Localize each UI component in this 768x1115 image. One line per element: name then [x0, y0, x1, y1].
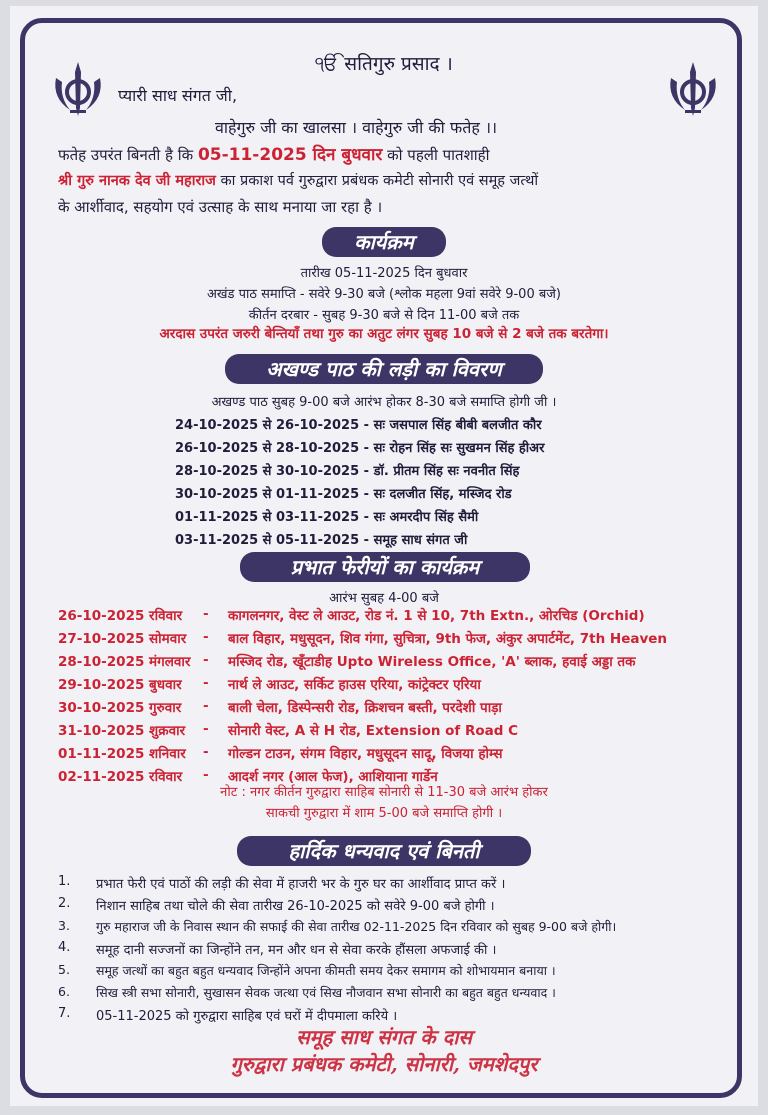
akhand-path-line: अखंड पाठ समाप्ति - सवेरे 9-30 बजे (श्लोक महला 9वां सवेरे 9-00 बजे)	[206, 287, 561, 302]
akhand-heading: अखण्ड पाठ की लड़ी का विवरण	[225, 354, 543, 384]
list-number: 3.	[58, 918, 70, 933]
list-text: प्रभात फेरी एवं पाठों की लड़ी की सेवा में हाजरी भर के गुरु घर का आर्शीवाद प्राप्त करें ।	[96, 877, 506, 892]
prabhat-heading: प्रभात फेरीयों का कार्यक्रम	[240, 552, 530, 582]
schedule-place: बाल विहार, मधुसूदन, शिव गंगा, सुचित्रा, 9th फेज, अंकुर अपार्टमेंट, 7th Heaven	[228, 631, 668, 647]
header-title	[30, 50, 738, 76]
schedule-place: सोनारी वेस्ट, A से H रोड, Extension of Road C	[228, 723, 519, 739]
greeting: प्यारी साध संगत जी,	[118, 86, 238, 105]
schedule-place: नार्थ ले आउट, सर्किट हाउस एरिया, कांट्रेक्टर एरिया	[228, 677, 481, 693]
schedule-date: 02-11-2025 रविवार	[58, 769, 183, 785]
list-number: 4.	[58, 940, 71, 955]
akhand-row: 30-10-2025 से 01-11-2025 - सः दलजीत सिंह, मस्जिद रोड	[175, 487, 512, 502]
list-text: सिख स्त्री सभा सोनारी, सुखासन सेवक जत्था एवं सिख नौजवान सभा सोनारी का बहुत बहुत धन्यवाद ।	[96, 985, 556, 1000]
list-number: 2.	[58, 896, 71, 911]
schedule-date: 27-10-2025 सोमवार	[58, 631, 187, 647]
schedule-date: 30-10-2025 गुरुवार	[58, 700, 182, 716]
intro-text-c: का प्रकाश पर्व गुरुद्वारा प्रबंधक कमेटी सोनारी एवं समूह जत्थों	[215, 173, 539, 189]
schedule-date: 31-10-2025 शुक्रवार	[58, 723, 186, 739]
schedule-date: 29-10-2025 बुधवार	[58, 677, 182, 693]
schedule-dash: -	[203, 744, 209, 760]
list-text: गुरु महाराज जी के निवास स्थान की सफाई की सेवा तारीख 02-11-2025 दिन रविवार को सुबह 9-00 बजे होगी।	[96, 919, 617, 934]
list-number: 7.	[58, 1006, 71, 1021]
prabhat-start: आरंभ सुबह 4-00 बजे	[329, 591, 439, 606]
schedule-dash: -	[203, 698, 209, 714]
intro-line-3: के आर्शीवाद, सहयोग एवं उत्साह के साथ मनाया जा रहा है ।	[58, 198, 383, 216]
akhand-row: 01-11-2025 से 03-11-2025 - सः अमरदीप सिंह सैमी	[175, 510, 479, 525]
thanks-heading: हार्दिक धन्यवाद एवं बिनती	[237, 836, 531, 866]
guru-name: श्री गुरु नानक देव जी महाराज	[58, 173, 216, 189]
schedule-dash: -	[203, 675, 209, 691]
schedule-place: बाली चेला, डिस्पेन्सरी रोड, क्रिशचन बस्ती, परदेशी पाड़ा	[228, 700, 502, 716]
karyakram-date: तारीख 05-11-2025 दिन बुधवार	[300, 266, 468, 281]
schedule-date: 01-11-2025 शनिवार	[58, 746, 186, 762]
note-line-2: साकची गुरुद्वारा में शाम 5-00 बजे समाप्ति होगी ।	[265, 806, 503, 821]
akhand-intro: अखण्ड पाठ सुबह 9-00 बजे आरंभ होकर 8-30 बजे समाप्ति होगी जी ।	[211, 395, 557, 410]
schedule-place: गोल्डन टाउन, संगम विहार, मधुसूदन सादू, विजया होम्स	[228, 746, 503, 762]
intro-text-b: को पहली पातशाही	[382, 146, 490, 164]
intro-line-2	[58, 170, 538, 190]
schedule-place: मस्जिद रोड, खूँटाडीह Upto Wireless Office, 'A' ब्लाक, हवाई अड्डा तक	[228, 654, 636, 670]
list-text: 05-11-2025 को गुरुद्वारा साहिब एवं घरों में दीपमाला करिये ।	[96, 1009, 398, 1024]
karyakram-heading: कार्यक्रम	[322, 227, 446, 257]
list-text: समूह जत्थों का बहुत बहुत धन्यवाद जिन्होंने अपना कीमती समय देकर समागम को शोभायमान बनाया ।	[96, 963, 556, 978]
schedule-date: 26-10-2025 रविवार	[58, 608, 183, 624]
intro-date: 05-11-2025 दिन बुधवार	[197, 145, 383, 165]
kirtan-line: कीर्तन दरबार - सुबह 9-30 बजे से दिन 11-00 बजे तक	[248, 308, 520, 323]
list-number: 6.	[58, 984, 70, 999]
list-number: 1.	[58, 874, 71, 889]
intro-line-1	[58, 142, 490, 165]
footer-line-1: समूह साध संगत के दास	[296, 1025, 472, 1049]
schedule-dash: -	[203, 629, 209, 645]
schedule-dash: -	[203, 767, 209, 783]
intro-text-a: फतेह उपरंत बिनती है कि	[58, 146, 198, 164]
schedule-dash: -	[203, 606, 209, 622]
akhand-row: 28-10-2025 से 30-10-2025 - डॉ. प्रीतम सिंह सः नवनीत सिंह	[175, 464, 520, 479]
list-text: समूह दानी सज्जनों का जिन्होंने तन, मन और धन से सेवा करके हौंसला अफजाई की ।	[96, 943, 497, 958]
fateh-line: वाहेगुरु जी का खालसा । वाहेगुरु जी की फतेह ।।	[215, 118, 498, 137]
title-text: सतिगुरु प्रसाद ।	[344, 53, 453, 75]
ardas-line: अरदास उपरंत जरुरी बेन्तियाँ तथा गुरु का अतुट लंगर सुबह 10 बजे से 2 बजे तक बरतेगा।	[159, 326, 609, 342]
schedule-dash: -	[203, 652, 209, 668]
schedule-place: कागलनगर, वेस्ट ले आउट, रोड नं. 1 से 10, 7th Extn., ओरचिड (Orchid)	[228, 608, 645, 624]
list-text: निशान साहिब तथा चोले की सेवा तारीख 26-10-2025 को सवेरे 9-00 बजे होगी ।	[96, 899, 495, 914]
akhand-row: 24-10-2025 से 26-10-2025 - सः जसपाल सिंह बीबी बलजीत कौर	[175, 418, 542, 433]
ik-onkar-glyph: ੴ	[315, 53, 339, 75]
list-number: 5.	[58, 962, 70, 977]
schedule-dash: -	[203, 721, 209, 737]
note-line-1: नोट : नगर कीर्तन गुरुद्वारा साहिब सोनारी से 11-30 बजे आरंभ होकर	[220, 785, 548, 800]
akhand-row: 03-11-2025 से 05-11-2025 - समूह साध संगत जी	[175, 533, 468, 548]
akhand-row: 26-10-2025 से 28-10-2025 - सः रोहन सिंह सः सुखमन सिंह हीअर	[175, 441, 545, 456]
footer-line-2: गुरुद्वारा प्रबंधक कमेटी, सोनारी, जमशेदपुर	[230, 1052, 538, 1076]
schedule-place: आदर्श नगर (आल फेज), आशियाना गार्डेन	[228, 769, 438, 785]
schedule-date: 28-10-2025 मंगलवार	[58, 654, 191, 670]
